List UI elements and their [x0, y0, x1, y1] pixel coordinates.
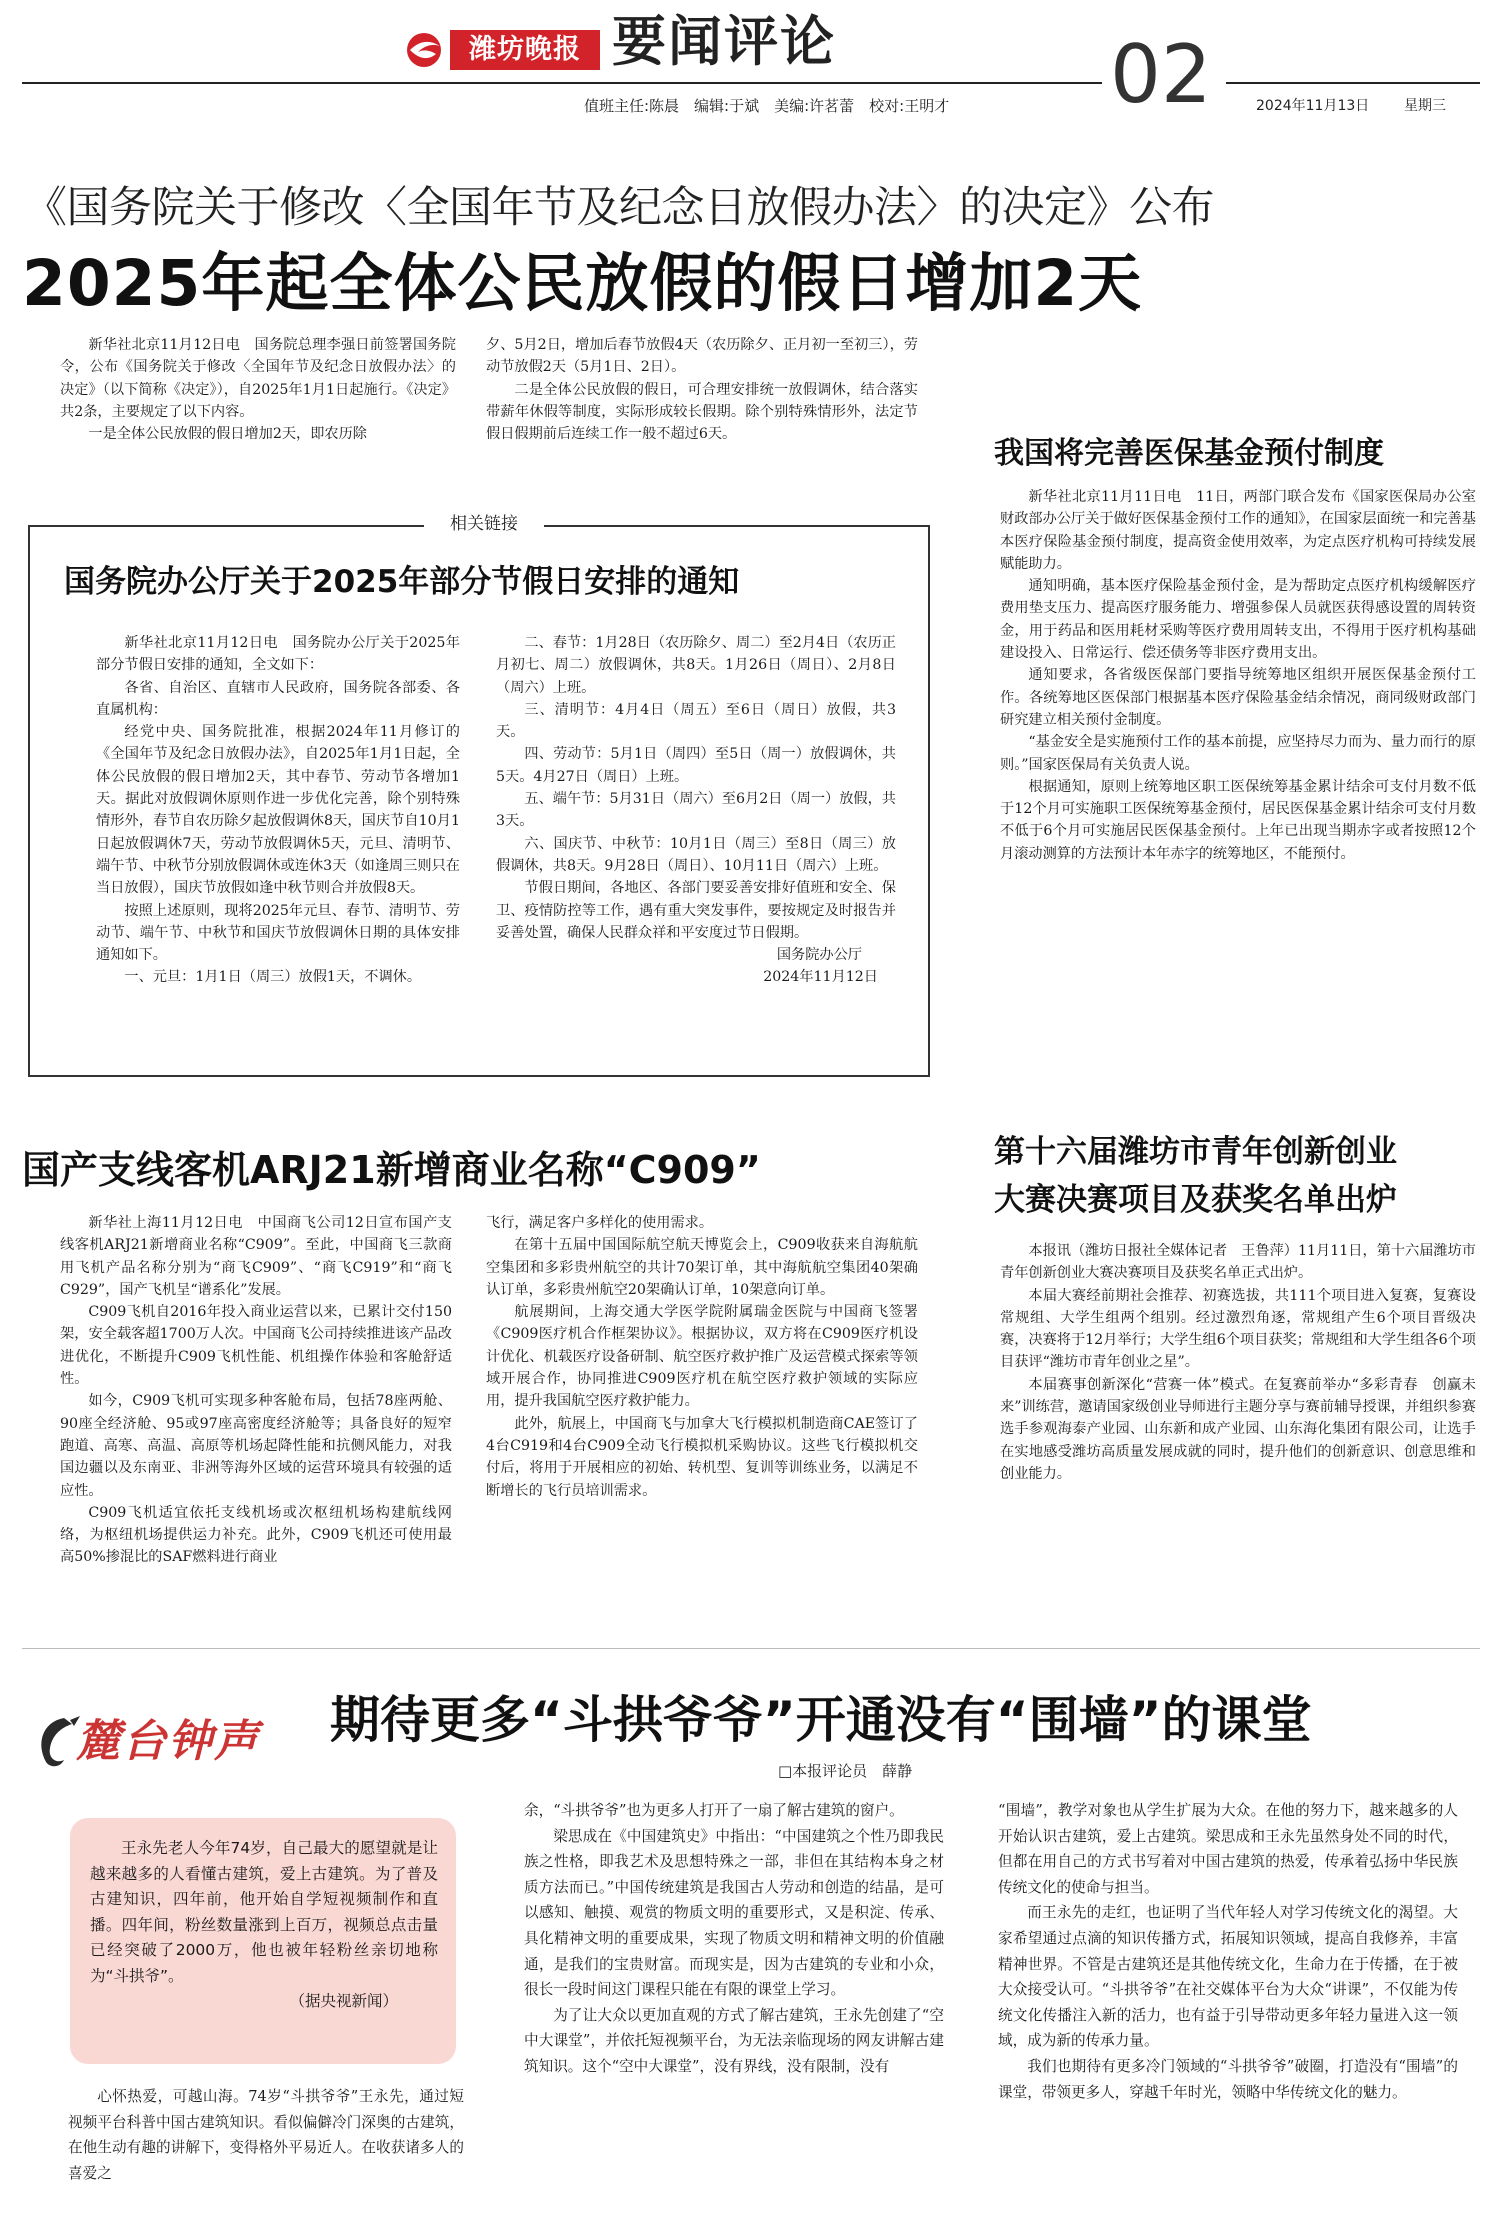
related-para: 二、春节：1月28日（农历除夕、周二）至2月4日（农历正月初七、周二）放假调休，共8天。1月26日（周日）、2月8日（周六）上班。 [496, 635, 896, 696]
commentary-para: 余，“斗拱爷爷”也为更多人打开了一扇了解古建筑的窗户。 [524, 1802, 904, 1819]
lead-para: 一是全体公民放假的假日增加2天，即农历除 [88, 426, 367, 443]
c909-para: C909飞机适宜依托支线机场或次枢纽机场构建航线网络，为枢纽机场提供运力补充。此外，C909飞机还可使用最高50%掺混比的SAF燃料进行商业 [60, 1504, 452, 1566]
related-para: 一、元旦：1月1日（周三）放假1天，不调休。 [124, 969, 422, 986]
commentary-col-3 [998, 1798, 1458, 2105]
commentary-byline: □本报评论员 薛静 [778, 1762, 913, 1780]
commentary-headline: 期待更多“斗拱爷爷”开通没有“围墙”的课堂 [330, 1691, 1312, 1749]
column-logo [34, 1712, 304, 1772]
lead-headline: 2025年起全体公民放假的假日增加2天 [22, 247, 1143, 320]
quote-box-text [90, 1836, 438, 2015]
quote-text: 王永先老人今年74岁，自己最大的愿望就是让越来越多的人看懂古建筑，爱上古建筑。为了普及古建知识，四年前，他开始自学短视频制作和直播。四年间，粉丝数量涨到上百万，视频总点击量已经突破了2000万，他也被年轻粉丝亲切地称为“斗拱爷”。 [90, 1839, 438, 1985]
staff-line: 值班主任:陈晨 编辑:于斌 美编:许茗蕾 校对:王明才 [584, 97, 950, 115]
youth-headline-2: 大赛决赛项目及获奖名单出炉 [994, 1182, 1397, 1218]
related-signature: 国务院办公厅 [776, 947, 862, 964]
commentary-para: 而王永先的走红，也证明了当代年轻人对学习传统文化的渴望。大家希望通过点滴的知识传播方式，拓展知识领域，提高自我修养，丰富精神世界。不管是古建筑还是其他传统文化，生命力在于传播，在于被大众接受认可。“斗拱爷爷”在社交媒体平台为大众“讲课”，不仅能为传统文化传播注入新的活力，也有益于引导带动更多年轻力量进入这一领域，成为新的传承力量。 [998, 1904, 1458, 2050]
related-para: 经党中央、国务院批准，根据2024年11月修订的《全国年节及纪念日放假办法》，自2025年1月1日起，全体公民放假的假日增加2天，其中春节、劳动节各增加1天。据此对放假调休原则作进一步优化完善，除个别特殊情形外，春节自农历除夕起放假调休8天，国庆节自10月1日起放假调休7天，劳动节放假调休5天，元旦、清明节、端午节、中秋节分别放假调休或连休3天（如逢周三则只在当日放假），国庆节放假如逢中秋节则合并放假8天。 [96, 724, 460, 897]
c909-para: 如今，C909飞机可实现多种客舱布局，包括78座两舱、90座全经济舱、95或97座高密度经济舱等；具备良好的短窄跑道、高寒、高温、高原等机场起降性能和抗侧风能力，对我国边疆以及东南亚、非洲等海外区域的运营环境具有较强的适应性。 [60, 1393, 452, 1499]
youth-para: 本报讯（潍坊日报社全媒体记者 王鲁萍）11月11日，第十六届潍坊市青年创新创业大赛决赛项目及获奖名单正式出炉。 [1000, 1243, 1476, 1282]
youth-para: 本届大赛经前期社会推荐、初赛选拔，共111个项目进入复赛，复赛设常规组、大学生组两个组别。经过激烈角逐，常规组产生6个项目晋级决赛，决赛将于12月举行；大学生组6个项目获奖；常规组和大学生组各6个项目获评“潍坊市青年创业之星”。 [1000, 1287, 1476, 1371]
c909-para: 飞行，满足客户多样化的使用需求。 [486, 1215, 714, 1231]
masthead [0, 0, 1500, 130]
column-logo-text: 麓台钟声 [76, 1716, 260, 1767]
lead-kicker: 《国务院关于修改〈全国年节及纪念日放假办法〉的决定》公布 [24, 183, 1214, 233]
medical-para: “基金安全是实施预付工作的基本前提，应坚持尽力而为、量力而行的原则。”国家医保局有关负责人说。 [1000, 734, 1476, 773]
related-para: 节假日期间，各地区、各部门要妥善安排好值班和安全、保卫、疫情防控等工作，遇有重大突发事件，要按规定及时报告并妥善处置，确保人民群众祥和平安度过节日假期。 [496, 880, 896, 941]
commentary-para: 我们也期待有更多冷门领域的“斗拱爷爷”破圈，打造没有“围墙”的课堂，带领更多人，穿越千年时光，领略中华传统文化的魅力。 [998, 2057, 1458, 2101]
related-para: 三、清明节：4月4日（周五）至6日（周日）放假，共3天。 [496, 701, 896, 741]
related-para: 各省、自治区、直辖市人民政府，国务院各部委、各直属机构： [96, 679, 460, 718]
commentary-para: 心怀热爱，可越山海。74岁“斗拱爷爷”王永先，通过短视频平台科普中国古建筑知识。看似偏僻冷门深奥的古建筑，在他生动有趣的讲解下，变得格外平易近人。在收获诸多人的喜爱之 [68, 2088, 464, 2182]
related-col-right [496, 632, 896, 989]
commentary-para: 为了让大众以更加直观的方式了解古建筑，王永先创建了“空中大课堂”，并依托短视频平台，为无法亲临现场的网友讲解古建筑知识。这个“空中大课堂”，没有界线，没有限制，没有 [524, 2006, 944, 2075]
commentary-col-2 [524, 1798, 944, 2080]
c909-col-left [60, 1212, 452, 1569]
c909-para: 新华社上海11月12日电 中国商飞公司12日宣布国产支线客机ARJ21新增商业名称“C909”。至此，中国商飞三款商用飞机产品名称分别为“商飞C909”、“商飞C919”和“商飞C929”，国产飞机呈“谱系化”发展。 [60, 1215, 452, 1298]
commentary-top-rule [22, 1648, 1480, 1649]
c909-para: 此外，航展上，中国商飞与加拿大飞行模拟机制造商CAE签订了4台C919和4台C909全动飞行模拟机采购协议。这些飞行模拟机交付后，将用于开展相应的初始、转机型、复训等训练业务，以满足不断增长的飞行员培训需求。 [486, 1415, 918, 1499]
related-para: 五、端午节：5月31日（周六）至6月2日（周一）放假，共3天。 [496, 791, 896, 830]
lead-para: 夕、5月2日，增加后春节放假4天（农历除夕、正月初一至初三），劳动节放假2天（5月1日、2日）。 [486, 337, 918, 376]
related-para: 按照上述原则，现将2025年元旦、春节、清明节、劳动节、端午节、中秋节和国庆节放假调休日期的具体安排通知如下。 [96, 902, 460, 964]
lead-para: 新华社北京11月12日电 国务院总理李强日前签署国务院令，公布《国务院关于修改〈全国年节及纪念日放假办法〉的决定》（以下简称《决定》），自2025年1月1日起施行。《决定》共2条，主要规定了以下内容。 [60, 337, 456, 420]
commentary-para: 梁思成在《中国建筑史》中指出：“中国建筑之个性乃即我民族之性格，即我艺术及思想特殊之一部，非但在其结构本身之材质方法而已。”中国传统建筑是我国古人劳动和创造的结晶，是可以感知、触摸、观赏的物质文明的重要形式，又是积淀、传承、具化精神文明的重要成果，实现了物质文明和精神文明的价值融通，是我们的宝贵财富。而现实是，因为古建筑的专业和小众，很长一段时间这门课程只能在有限的课堂上学习。 [524, 1827, 944, 1999]
brand-logo [402, 28, 600, 72]
brand-name: 潍坊晚报 [450, 30, 600, 70]
related-sign-date: 2024年11月12日 [763, 969, 878, 986]
issue-date: 2024年11月13日 [1256, 98, 1370, 114]
commentary-col-1 [68, 2084, 464, 2186]
masthead-rule-left [22, 82, 1102, 84]
page-number: 02 [1110, 28, 1212, 121]
youth-headline-1: 第十六届潍坊市青年创新创业 [994, 1134, 1397, 1170]
medical-body [1000, 486, 1491, 865]
quote-source: （据央视新闻） [289, 1992, 398, 2010]
related-title: 国务院办公厅关于2025年部分节假日安排的通知 [64, 564, 740, 600]
c909-para: C909飞机自2016年投入商业运营以来，已累计交付150架，安全载客超1700万人次。中国商飞公司持续推进该产品改进优化，不断提升C909飞机性能、机组操作体验和客舱舒适性。 [60, 1304, 452, 1388]
commentary-para: “围墙”，教学对象也从学生扩展为大众。在他的努力下，越来越多的人开始认识古建筑，爱上古建筑。梁思成和王永先虽然身处不同的时代，但都在用自己的方式书写着对中国古建筑的热爱，传承着弘扬中华民族传统文化的使命与担当。 [998, 1802, 1458, 1896]
medical-para: 新华社北京11月11日电 11日，两部门联合发布《国家医保局办公室 财政部办公厅关于做好医保基金预付工作的通知》，在国家层面统一和完善基本医疗保险基金预付制度，提高资金使用效率，为定点医疗机构可持续发展赋能助力。 [1000, 489, 1491, 572]
c909-para: 航展期间，上海交通大学医学院附属瑞金医院与中国商飞签署《C909医疗机合作框架协议》。根据协议，双方将在C909医疗机设计优化、机载医疗设备研制、航空医疗救护推广及运营模式探索等领域开展合作，协同推进C909医疗机在航空医疗救护领域的实际应用，提升我国航空医疗救护能力。 [486, 1304, 918, 1410]
lead-col-1 [60, 334, 456, 445]
c909-para: 在第十五届中国国际航空航天博览会上，C909收获来自海航航空集团和多彩贵州航空的共计70架订单，其中海航航空集团40架确认订单，多彩贵州航空20架确认订单，10架意向订单。 [486, 1237, 918, 1298]
related-para: 六、国庆节、中秋节：10月1日（周三）至8日（周三）放假调休，共8天。9月28日（周日）、10月11日（周六）上班。 [496, 835, 896, 874]
c909-headline: 国产支线客机ARJ21新增商业名称“C909” [22, 1148, 761, 1192]
medical-para: 通知要求，各省级医保部门要指导统筹地区组织开展医保基金预付工作。各统筹地区医保部门根据基本医疗保险基金结余情况，商同级财政部门研究建立相关预付金制度。 [1000, 667, 1476, 728]
brand-swirl-icon [402, 30, 448, 70]
youth-body [1000, 1240, 1476, 1485]
masthead-rule-right [1226, 82, 1480, 84]
related-para: 四、劳动节：5月1日（周四）至5日（周一）放假调休，共5天。4月27日（周日）上班。 [496, 746, 896, 785]
c909-col-right [486, 1212, 918, 1502]
lead-col-2 [486, 334, 918, 445]
section-title: 要闻评论 [612, 9, 836, 73]
youth-para: 本届赛事创新深化“营赛一体”模式。在复赛前举办“多彩青春 创赢未来”训练营，邀请国家级创业导师进行主题分享与赛前辅导授课，并组织参赛选手参观海泰产业园、山东新和成产业园、山东海化集团有限公司，让选手在实地感受潍坊高质量发展成就的同时，提升他们的创新意识、创意思维和创业能力。 [1000, 1376, 1476, 1482]
medical-para: 根据通知，原则上统筹地区职工医保统筹基金累计结余可支付月数不低于12个月可实施职工医保统筹基金预付，居民医保基金累计结余可支付月数不低于6个月可实施居民医保基金预付。上年已出现当期赤字或者按照12个月滚动测算的方法预计本年赤字的统筹地区，不能预付。 [1000, 778, 1476, 862]
medical-headline: 我国将完善医保基金预付制度 [994, 436, 1384, 471]
issue-weekday: 星期三 [1404, 98, 1446, 114]
related-col-left [96, 632, 460, 989]
related-para: 新华社北京11月12日电 国务院办公厅关于2025年部分节假日安排的通知，全文如下： [96, 635, 460, 674]
medical-para: 通知明确，基本医疗保险基金预付金，是为帮助定点医疗机构缓解医疗费用垫支压力、提高医疗服务能力、增强参保人员就医获得感设置的周转资金，用于药品和医用耗材采购等医疗费用周转支出，不得用于医疗机构基础建设投入、日常运行、偿还债务等非医疗费用支出。 [1000, 578, 1476, 662]
related-label: 相关链接 [424, 510, 544, 538]
lead-para: 二是全体公民放假的假日，可合理安排统一放假调休，结合落实带薪年休假等制度，实际形成较长假期。除个别特殊情形外，法定节假日假期前后连续工作一般不超过6天。 [486, 381, 918, 443]
